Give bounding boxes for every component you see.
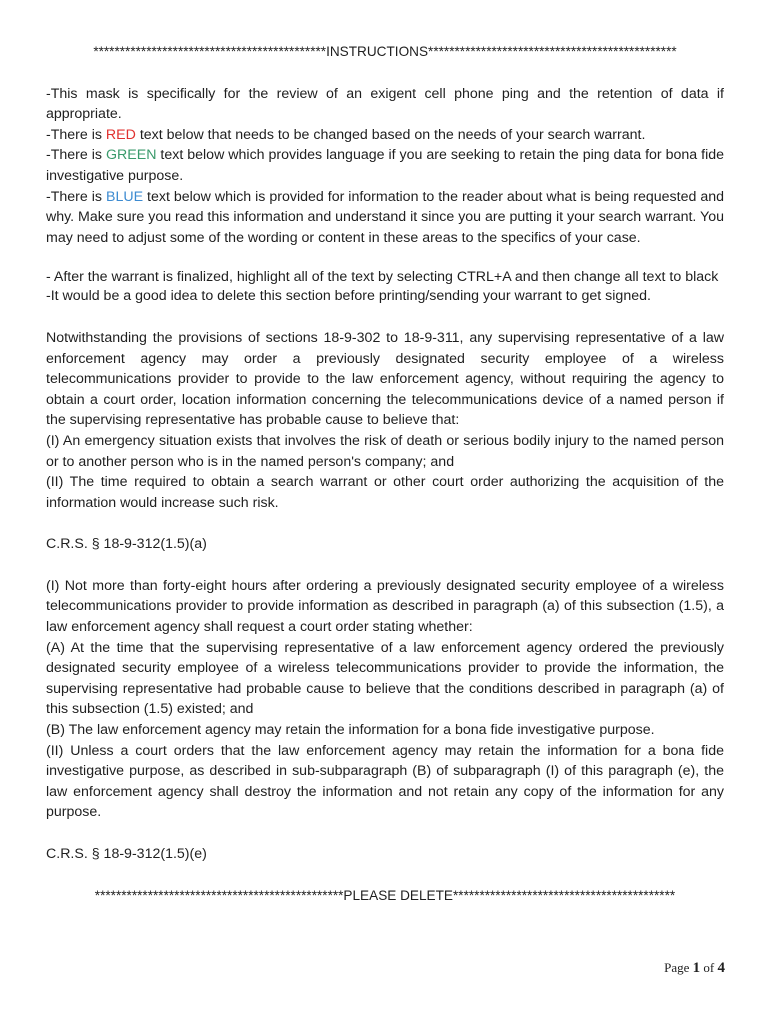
statute-e-item-b: (B) The law enforcement agency may retain the information for a bona fide investigative purpose. — [46, 722, 655, 739]
please-delete-banner: ***********************************************PLEASE DELETE****************************************** — [94, 887, 676, 903]
instructions-banner: ********************************************INSTRUCTIONS*********************************************** — [93, 44, 677, 59]
statute-e-item-a: (A) At the time that the supervising representative of a law enforcement agency ordered the previously designated security employee of a wireless telecommunications provider to provide the information, the supervising representative had probable cause to believe that the conditions described in paragraph (a) of this subsection (1.5) existed; and — [46, 639, 724, 718]
instruction-green-text: -There is GREEN text below which provides language if you are seeking to retain the ping data for bona fide investigative purpose. — [46, 147, 725, 184]
total-page-count: 4 — [717, 960, 725, 976]
statute-e-item-i: (I) Not more than forty-eight hours after ordering a previously designated security employee of a wireless telecommunications provider to provide information as described in paragraph (a) of this subsection (1.5), a law enforcement agency shall request a court order stating whether: — [46, 577, 724, 636]
instruction-finalize: - After the warrant is finalized, highlight all of the text by selecting CTRL+A and then change all text to black — [46, 269, 719, 286]
blue-keyword: BLUE — [105, 188, 144, 205]
instruction-mask-purpose: -This mask is specifically for the review of an exigent cell phone ping and the retention of data if appropriate. — [46, 85, 724, 123]
statute-e-citation: C.R.S. § 18-9-312(1.5)(e) — [46, 846, 207, 862]
page-number-footer: Page 1 of 4 — [664, 960, 725, 976]
green-keyword: GREEN — [105, 147, 157, 164]
statute-a-item-ii: (II) The time required to obtain a search warrant or other court order authorizing the acquisition of the information would increase such risk. — [46, 474, 724, 511]
statute-e-item-ii: (II) Unless a court orders that the law enforcement agency may retain the information for a bona fide investigative purpose, as described in sub-subparagraph (B) of subparagraph (I) of this paragraph (e), the law enforcement agency shall destroy the information and not retain any copy of the information for any purpose. — [46, 742, 724, 821]
instruction-delete-section: -It would be a good idea to delete this section before printing/sending your warrant to get signed. — [46, 288, 651, 305]
instruction-blue-text: -There is BLUE text below which is provided for information to the reader about what is being requested and why. Make sure you read this information and understand it since you are putting it your search warrant. You may need to adjust some of the wording or content in these areas to the specifics of your case. — [46, 188, 724, 246]
statute-a-intro: Notwithstanding the provisions of sections 18-9-302 to 18-9-311, any supervising representative of a law enforcement agency may order a previously designated security employee of a wireless telecommunications provider to provide to the law enforcement agency, without requiring the agency to obtain a court order, location information concerning the telecommunications device of a named person if the supervising representative has probable cause to believe that: — [46, 329, 724, 429]
instruction-red-text: -There is RED text below that needs to be changed based on the needs of your search warrant. — [46, 126, 646, 143]
red-keyword: RED — [105, 126, 136, 143]
statute-a-citation: C.R.S. § 18-9-312(1.5)(a) — [46, 536, 207, 553]
current-page-number: 1 — [692, 960, 701, 976]
document-page — [46, 42, 724, 906]
statute-a-item-i: (I) An emergency situation exists that involves the risk of death or serious bodily injury to the named person or to another person who is in the named person's company; and — [46, 432, 724, 470]
